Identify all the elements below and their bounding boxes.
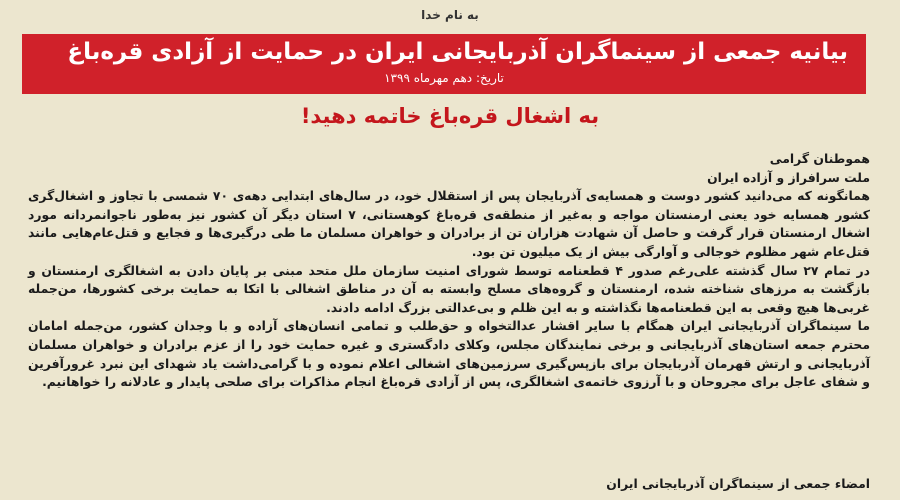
greeting-line-1: هموطنان گرامی (769, 151, 870, 166)
paragraph-1: همانگونه که می‌دانید کشور دوست و همسایه‌ی آذربایجان پس از استقلال خود، در سال‌های ابتدایی دهه‌ی ۷۰ شمسی با تجاوز و اشغال‌گری کشور همسایه خود یعنی ارمنستان مواجه و به‌غیر از منطقه‌ی قره‌باغ کوهستانی، ۷ استان دیگر آن کشور نیز به‌طور ناجوانمردانه مورد اشغال ارمنستان قرار گرفت و حاصل آن شهادت هزاران تن از برادران و خواهران مسلمان ما طی درگیری‌ها و فجایع و قتل‌عام‌هایی مانند قتل‌عام شهر مظلوم خوجالی و آوارگی بیش از یک میلیون تن بود. (28, 188, 870, 259)
paragraph-3: ما سینماگران آذربایجانی ایران همگام با سایر اقشار عدالتخواه و حق‌طلب و تمامی انسان‌های آزاده و با وجدان کشور، من‌جمله امامان محترم جمعه استان‌های آذربایجانی و برخی نمایندگان مجلس، وکلای دادگستری و غیره حمایت خود را از عزم برادران و خواهران مسلمان آذربایجانی و ارتش قهرمان آذربایجان برای بازپس‌گیری سرزمین‌های اشغالی اعلام نموده و با گرامی‌داشت یاد شهدای این نبرد غرورآفرین و شفای عاجل برای مجروحان و با آرزوی خاتمه‌ی اشغالگری، پس از آزادی قره‌باغ انجام مذاکرات برای صلحی پایدار و عادلانه را خواهانیم. (28, 318, 870, 390)
statement-title: بیانیه جمعی از سینماگران آذربایجانی ایران در حمایت از آزادی قره‌باغ (67, 39, 848, 65)
statement-body (28, 150, 870, 392)
title-banner (22, 34, 866, 94)
signature: امضاء جمعی از سینماگران آذربایجانی ایران (606, 476, 870, 491)
basmala: به نام خدا (421, 8, 479, 22)
greeting-line-2: ملت سرافراز و آزاده ایران (707, 169, 870, 185)
statement-date: تاریخ: دهم مهرماه ۱۳۹۹ (384, 71, 504, 85)
headline: به اشغال قره‌باغ خاتمه دهید! (300, 104, 600, 128)
paragraph-2: در تمام ۲۷ سال گذشته علی‌رغم صدور ۴ قطعنامه توسط شورای امنیت سازمان ملل متحد مبنی بر پایان دادن به اشغالگری ارمنستان و بازگشت به مرزهای شناخته شده، ارمنستان و گروه‌های مسلح وابسته به آن در مناطق اشغالی با اتکا به حمایت برخی کشورها، من‌جمله غربی‌ها هیچ وقعی به این قطعنامه‌ها نگذاشته و به این ظلم و بی‌عدالتی بزرگ ادامه دادند. (28, 262, 870, 315)
